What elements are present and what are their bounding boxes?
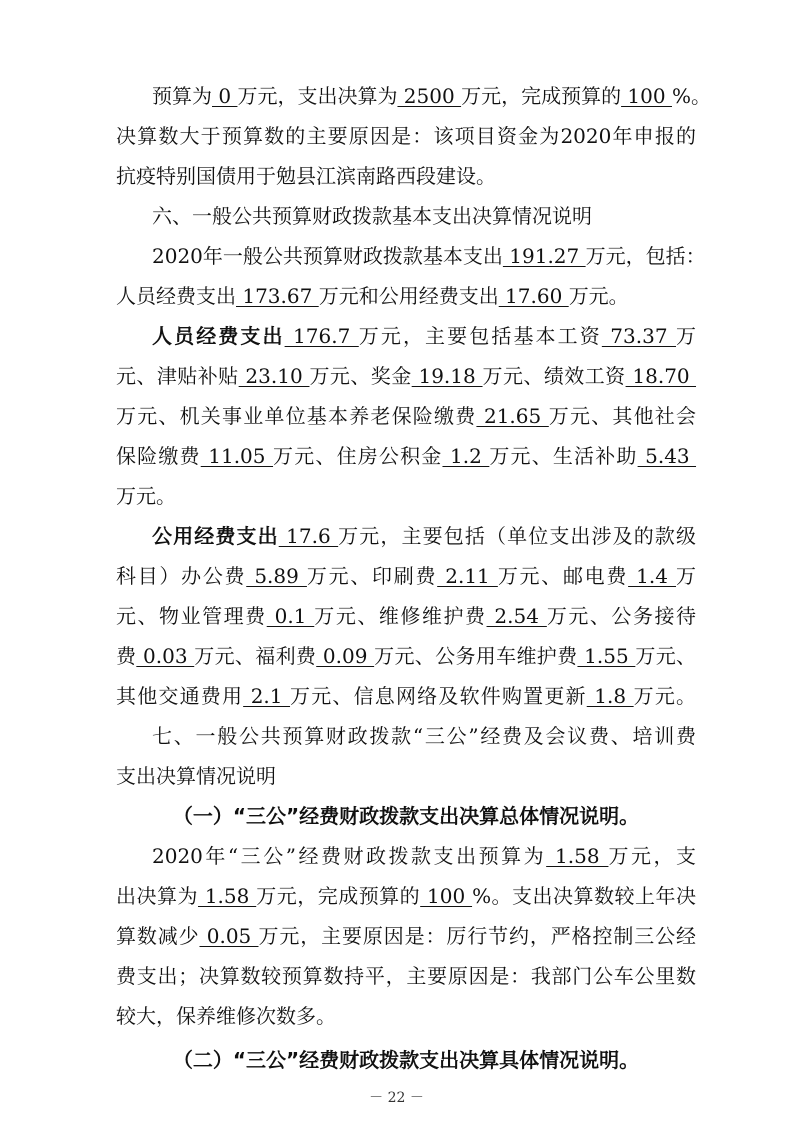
text-line: 费支出；决算数较预算数持平，主要原因是：我部门公车公里数	[116, 964, 696, 988]
section-heading: 六、一般公共预算财政拨款基本支出决算情况说明	[152, 204, 592, 228]
subheading-1: （一）“三公”经费财政拨款支出决算总体情况说明。	[172, 804, 640, 828]
section-heading-continued: 支出决算情况说明	[116, 764, 276, 788]
page-number: － 22 －	[369, 1090, 424, 1106]
text-line: 其他交通费用 2.1 万元、信息网络及软件购置更新 1.8 万元。	[116, 684, 697, 708]
text-line: 元、物业管理费 0.1 万元、维修维护费 2.54 万元、公务接待	[116, 604, 697, 628]
bold-term: 人员经费支出	[152, 324, 285, 348]
text-line: 保险缴费 11.05 万元、住房公积金 1.2 万元、生活补助 5.43	[116, 444, 697, 468]
text-line: 费 0.03 万元、福利费 0.09 万元、公务用车维护费 1.55 万元、	[116, 644, 697, 668]
text-line: 决算数大于预算数的主要原因是：该项目资金为2020年申报的	[116, 124, 696, 148]
text-line: 较大，保养维修次数多。	[116, 1004, 336, 1028]
text-line: 2020年“三公”经费财政拨款支出预算为 1.58 万元，支	[152, 844, 697, 868]
text-line: 人员经费支出 173.67 万元和公用经费支出 17.60 万元。	[116, 284, 629, 308]
section-heading: 七、一般公共预算财政拨款“三公”经费及会议费、培训费	[152, 724, 696, 748]
text-line: 2020年一般公共预算财政拨款基本支出 191.27 万元，包括：	[152, 244, 706, 268]
text-line: 人员经费支出 176.7 万元，主要包括基本工资 73.37 万	[152, 324, 697, 348]
text-line: 科目）办公费 5.89 万元、印刷费 2.11 万元、邮电费 1.4 万	[116, 564, 697, 588]
text-line: 算数减少 0.05 万元，主要原因是：厉行节约，严格控制三公经	[116, 924, 696, 948]
subheading-2: （二）“三公”经费财政拨款支出决算具体情况说明。	[172, 1048, 640, 1072]
bold-term: 公用经费支出	[152, 524, 279, 548]
text-line: 出决算为 1.58 万元，完成预算的 100 %。支出决算数较上年决	[116, 884, 697, 908]
text-line: 万元、机关事业单位基本养老保险缴费 21.65 万元、其他社会	[116, 404, 697, 428]
text-line: 抗疫特别国债用于勉县江滨南路西段建设。	[116, 164, 496, 188]
text-line: 预算为 0 万元，支出决算为 2500 万元，完成预算的 100 %。	[152, 84, 711, 108]
text-line: 元、津贴补贴 23.10 万元、奖金 19.18 万元、绩效工资 18.70	[116, 364, 697, 388]
text-line: 万元。	[116, 484, 176, 508]
text-line: 公用经费支出 17.6 万元，主要包括（单位支出涉及的款级	[152, 524, 697, 548]
